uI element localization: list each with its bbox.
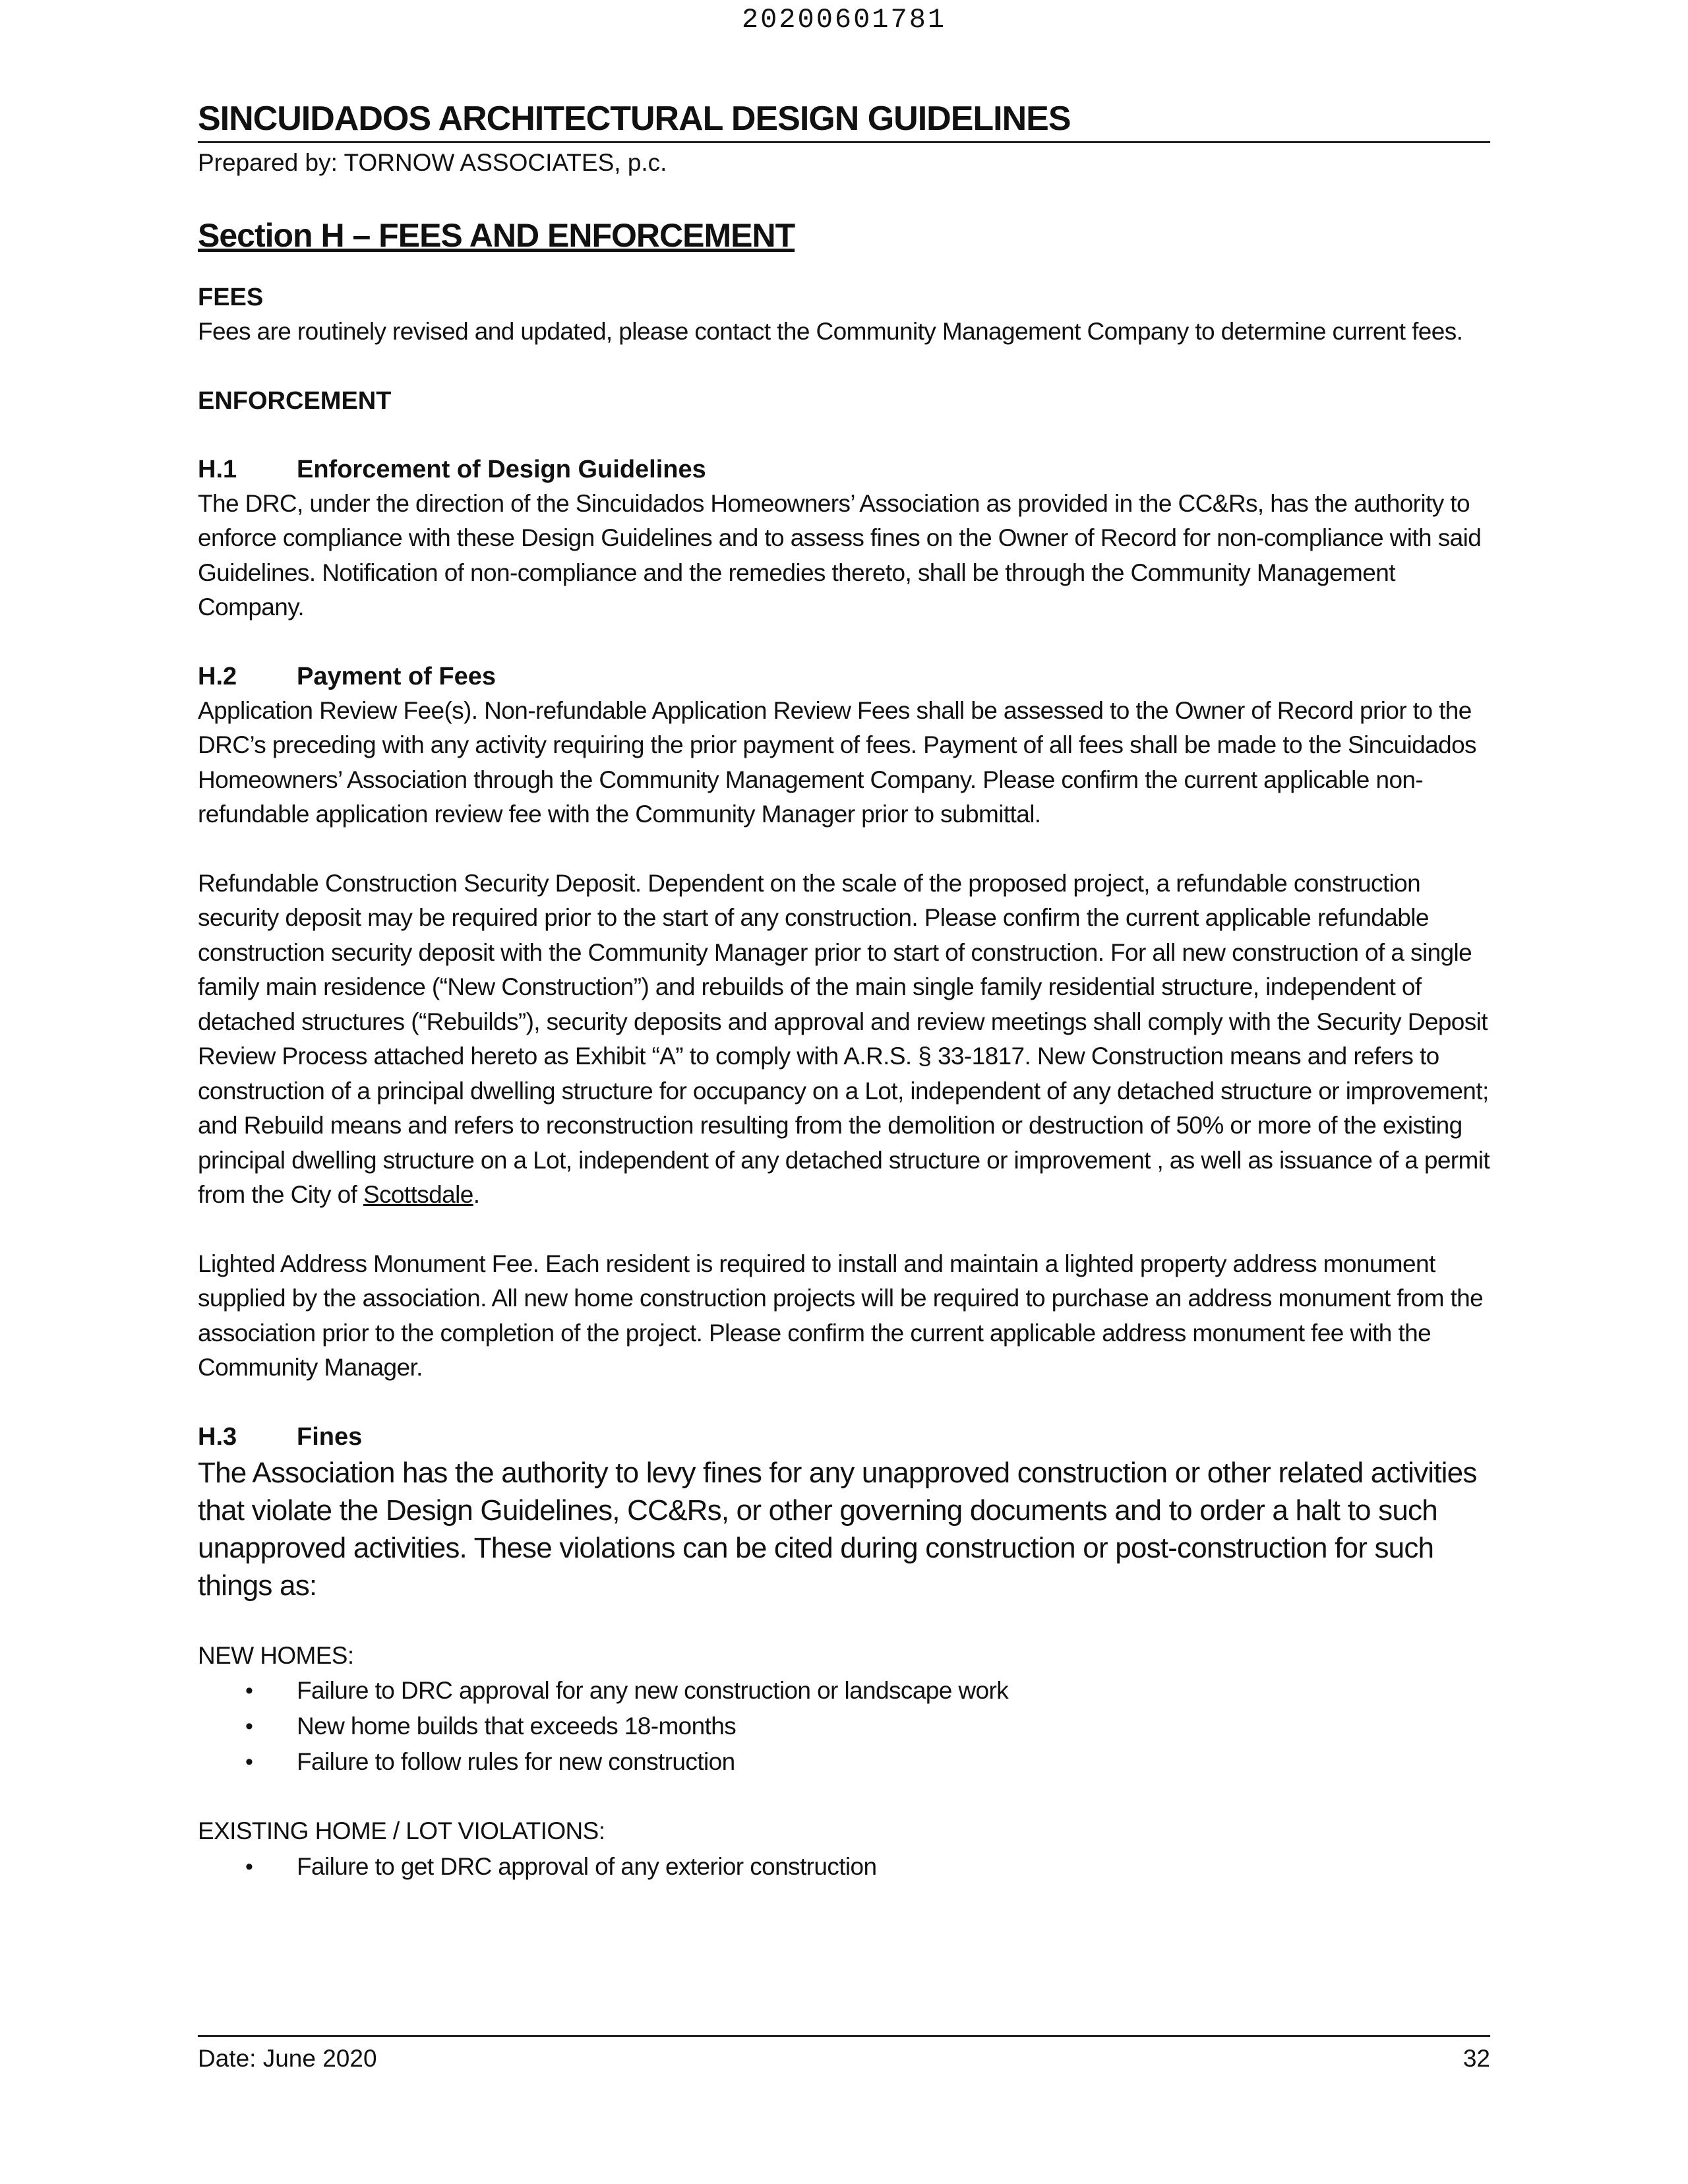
page-content	[198, 99, 1490, 1885]
h2-security-deposit-text: Refundable Construction Security Deposit. Dependent on the scale of the proposed project, a refundable construction security deposit may be required prior to the start of any construction. Please confirm the current applicable refundable construction security deposit with the Community Manager prior to start of construction. For all new construction of a single family main residence (“New Construction”) and rebuilds of the main single family residential structure, independent of detached structures (“Rebuilds”), security deposits and approval and review meetings shall comply with the Security Deposit Review Process attached hereto as Exhibit “A” to comply with A.R.S. § 33-1817. New Construction means and refers to construction of a principal dwelling structure for occupancy on a Lot, independent of any detached structure or improvement; and Rebuild means and refers to reconstruction resulting from the demolition or destruction of 50% or more of the existing principal dwelling structure on a Lot, independent of any detached structure or improvement , as well as issuance of a permit from the City of	[198, 869, 1490, 1208]
bullet-icon: •	[245, 1749, 253, 1774]
page-footer	[198, 2042, 1490, 2076]
bullet-icon: •	[245, 1678, 253, 1703]
h2-security-deposit-end: .	[473, 1181, 480, 1208]
fees-text: Fees are routinely revised and updated, please contact the Community Management Company to determine current fees.	[198, 318, 1463, 345]
h1-heading	[198, 452, 1490, 487]
h1-number: H.1	[198, 455, 237, 483]
page-number: 32	[1462, 2045, 1490, 2072]
h2-application-review-fee: Application Review Fee(s). Non-refundable Application Review Fees shall be assessed to the Owner of Record prior to the DRC’s preceding with any activity requiring the prior payment of fees. Payment of all fees shall be made to the Sincuidados Homeowners’ Association through the Community Management Company. Please confirm the current applicable non-refundable application review fee with the Community Manager prior to submittal.	[198, 696, 1476, 828]
new-homes-heading: NEW HOMES:	[198, 1641, 354, 1669]
list-item: • Failure to follow rules for new construction	[198, 1744, 1490, 1780]
fees-heading: FEES	[198, 284, 264, 311]
h3-text: The Association has the authority to levy fines for any unapproved construction or other related activities that violate the Design Guidelines, CC&Rs, or other governing documents and to order a halt to such unapproved activities. These violations can be cited during construction or post-construction for such things as:	[198, 1456, 1477, 1602]
h3-title: Fines	[297, 1422, 363, 1451]
existing-violations-heading: EXISTING HOME / LOT VIOLATIONS:	[198, 1817, 605, 1844]
h2-heading	[198, 659, 1490, 694]
document-number: 20200601781	[741, 4, 947, 36]
enforcement-heading: ENFORCEMENT	[198, 386, 392, 415]
new-homes-list	[198, 1673, 1490, 1780]
h2-address-monument-fee: Lighted Address Monument Fee. Each resident is required to install and maintain a lighted property address monument supplied by the association. All new home construction projects will be required to purchase an address monument from the association prior to the completion of the project. Please confirm the current applicable address monument fee with the Community Manager.	[198, 1250, 1484, 1381]
h2-number: H.2	[198, 662, 237, 690]
bullet-icon: •	[245, 1714, 253, 1739]
h1-title: Enforcement of Design Guidelines	[297, 455, 706, 483]
h2-title: Payment of Fees	[297, 662, 496, 690]
h3-heading	[198, 1420, 1490, 1454]
existing-violations-list	[198, 1849, 1490, 1885]
prepared-by: Prepared by: TORNOW ASSOCIATES, p.c.	[198, 149, 667, 176]
bullet-icon: •	[245, 1854, 253, 1879]
list-item: • Failure to get DRC approval of any exterior construction	[198, 1849, 1490, 1885]
list-item: • Failure to DRC approval for any new construction or landscape work	[198, 1673, 1490, 1709]
footer-date: Date: June 2020	[198, 2045, 377, 2072]
list-item: • New home builds that exceeds 18-months	[198, 1709, 1490, 1744]
h1-text: The DRC, under the direction of the Sincuidados Homeowners’ Association as provided in the CC&Rs, has the authority to enforce compliance with these Design Guidelines and to assess fines on the Owner of Record for non-compliance with said Guidelines. Notification of non-compliance and the remedies thereto, shall be through the Community Management Company.	[198, 489, 1482, 621]
section-title: Section H – FEES AND ENFORCEMENT	[198, 217, 795, 254]
city-name: Scottsdale	[363, 1181, 473, 1208]
document-title: SINCUIDADOS ARCHITECTURAL DESIGN GUIDELINES	[198, 99, 1490, 143]
footer-divider	[198, 2035, 1490, 2037]
h3-number: H.3	[198, 1422, 237, 1451]
h2-security-deposit	[198, 866, 1490, 1213]
